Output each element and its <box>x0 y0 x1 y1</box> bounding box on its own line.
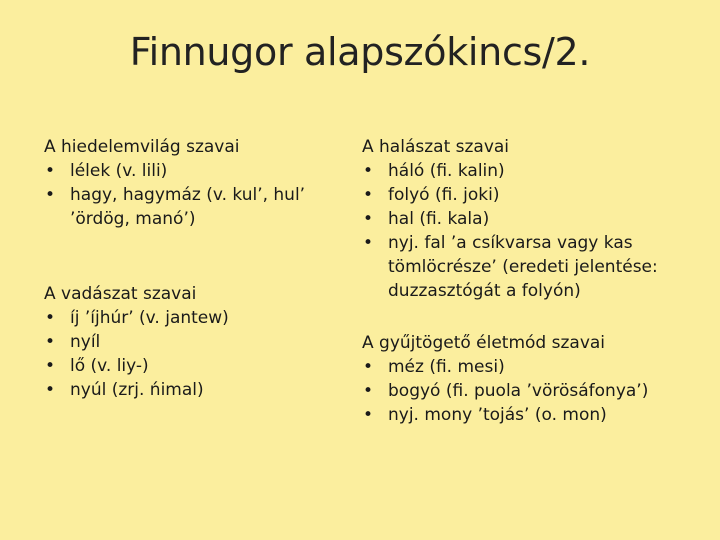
list-item <box>362 207 692 231</box>
right-column <box>362 135 692 427</box>
list-item <box>362 159 692 183</box>
bullet-icon: • <box>363 405 374 425</box>
list-item <box>44 378 344 402</box>
list-item-text: lélek (v. lili) <box>70 161 168 181</box>
bullet-icon: • <box>45 161 56 181</box>
bullet-list <box>362 355 692 427</box>
bullet-icon: • <box>45 185 56 205</box>
bullet-icon: • <box>363 233 374 253</box>
bullet-icon: • <box>363 185 374 205</box>
section-heading: A gyűjtögető életmód szavai <box>362 333 606 353</box>
list-item <box>362 183 692 207</box>
bullet-icon: • <box>45 308 56 328</box>
list-item-text: nyj. fal ’a csíkvarsa vagy kas tömlöcrésze’ (eredeti jelentése: duzzasztógát a folyón) <box>388 233 658 301</box>
list-item <box>362 355 692 379</box>
section-halaszat <box>362 135 692 303</box>
list-item-text: folyó (fi. joki) <box>388 185 500 205</box>
list-item-text: lő (v. liy-) <box>70 356 149 376</box>
bullet-list <box>44 306 344 402</box>
slide-title: Finnugor alapszókincs/2. <box>129 30 591 74</box>
list-item <box>362 403 692 427</box>
bullet-icon: • <box>363 357 374 377</box>
bullet-list <box>362 159 692 303</box>
section-hiedelemvilag <box>44 135 344 231</box>
bullet-list <box>44 159 344 231</box>
list-item-text: méz (fi. mesi) <box>388 357 505 377</box>
bullet-icon: • <box>363 161 374 181</box>
section-heading: A vadászat szavai <box>44 284 197 304</box>
section-vadaszat <box>44 282 344 402</box>
list-item-text: nyj. mony ’tojás’ (o. mon) <box>388 405 607 425</box>
list-item-text: bogyó (fi. puola ’vörösáfonya’) <box>388 381 649 401</box>
left-column <box>44 135 344 402</box>
section-gyujtogeto <box>362 331 692 427</box>
section-heading: A halászat szavai <box>362 137 510 157</box>
list-item-text: íj ’íjhúr’ (v. jantew) <box>70 308 229 328</box>
bullet-icon: • <box>363 381 374 401</box>
list-item <box>362 379 692 403</box>
list-item-text: háló (fi. kalin) <box>388 161 505 181</box>
list-item <box>44 159 344 183</box>
list-item <box>44 354 344 378</box>
list-item <box>44 330 344 354</box>
bullet-icon: • <box>363 209 374 229</box>
section-heading: A hiedelemvilág szavai <box>44 137 240 157</box>
bullet-icon: • <box>45 356 56 376</box>
list-item-text: hal (fi. kala) <box>388 209 490 229</box>
list-item <box>44 306 344 330</box>
list-item <box>44 183 344 231</box>
bullet-icon: • <box>45 380 56 400</box>
bullet-icon: • <box>45 332 56 352</box>
list-item-text: nyíl <box>70 332 101 352</box>
list-item <box>362 231 692 303</box>
list-item-text: nyúl (zrj. ńimal) <box>70 380 204 400</box>
list-item-text: hagy, hagymáz (v. kul’, hul’ ’ördög, manó’) <box>70 185 306 229</box>
